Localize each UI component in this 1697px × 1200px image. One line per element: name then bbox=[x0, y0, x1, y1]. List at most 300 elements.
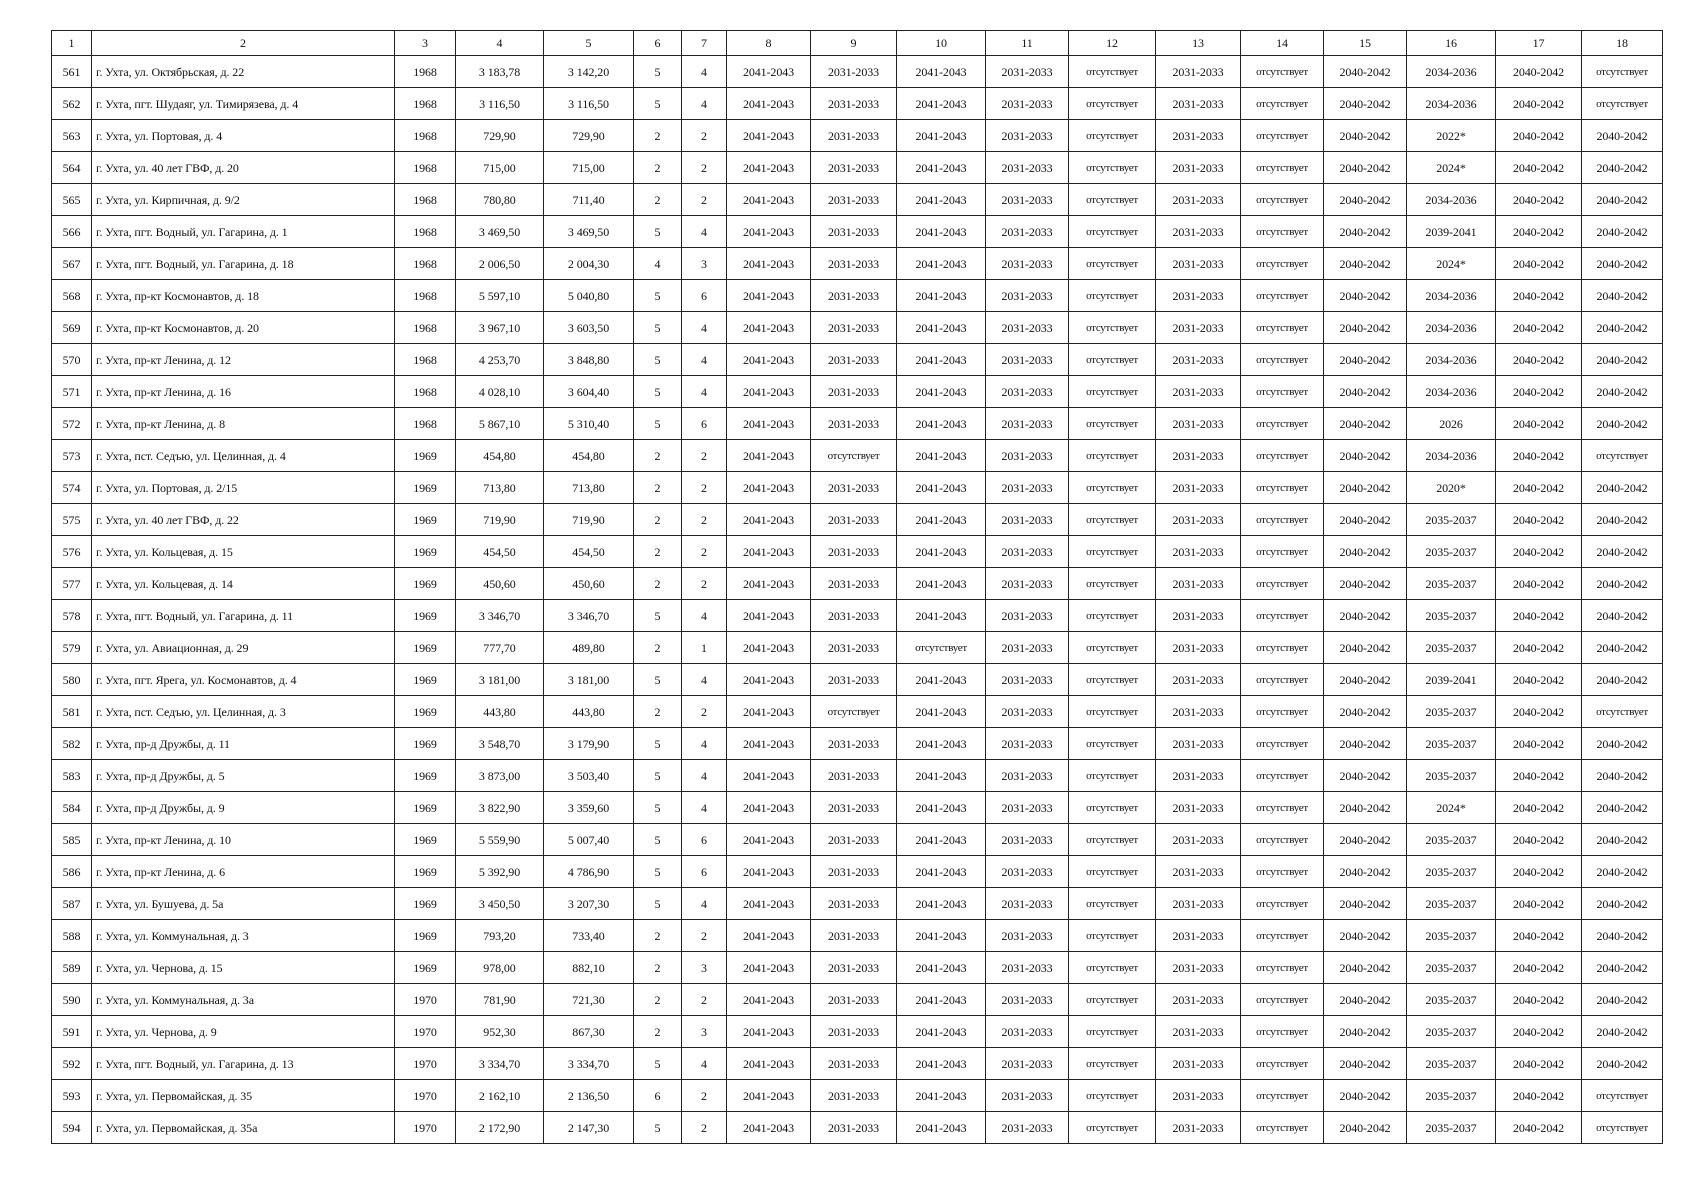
address-cell: г. Ухта, ул. Чернова, д. 9 bbox=[92, 1016, 395, 1048]
table-cell: 2031-2033 bbox=[986, 280, 1069, 312]
table-cell: отсутствует bbox=[1241, 216, 1324, 248]
table-cell: 2040-2042 bbox=[1496, 120, 1582, 152]
table-cell: 2040-2042 bbox=[1496, 824, 1582, 856]
table-cell: 1970 bbox=[395, 1016, 456, 1048]
table-cell: 1969 bbox=[395, 824, 456, 856]
table-cell: 2041-2043 bbox=[727, 568, 811, 600]
table-cell: 5 bbox=[634, 664, 682, 696]
table-cell: 443,80 bbox=[544, 696, 634, 728]
table-cell: 2031-2033 bbox=[1156, 504, 1241, 536]
table-cell: 2041-2043 bbox=[897, 152, 986, 184]
table-cell: 579 bbox=[52, 632, 92, 664]
table-cell: 2031-2033 bbox=[1156, 1080, 1241, 1112]
table-cell: отсутствует bbox=[1241, 120, 1324, 152]
table-cell: 1968 bbox=[395, 152, 456, 184]
table-cell: 2031-2033 bbox=[986, 376, 1069, 408]
table-cell: 2035-2037 bbox=[1407, 536, 1496, 568]
table-cell: 5 597,10 bbox=[456, 280, 544, 312]
table-cell: 2034-2036 bbox=[1407, 88, 1496, 120]
table-cell: 2031-2033 bbox=[811, 1112, 897, 1144]
table-cell: 2 bbox=[634, 536, 682, 568]
table-cell: 2031-2033 bbox=[811, 760, 897, 792]
table-cell: 2031-2033 bbox=[1156, 1112, 1241, 1144]
table-cell: 561 bbox=[52, 56, 92, 88]
table-cell: 2031-2033 bbox=[1156, 728, 1241, 760]
table-cell: 454,80 bbox=[456, 440, 544, 472]
table-cell: 1970 bbox=[395, 1048, 456, 1080]
table-cell: отсутствует bbox=[1069, 760, 1156, 792]
table-cell: 2031-2033 bbox=[811, 184, 897, 216]
table-cell: 2041-2043 bbox=[727, 216, 811, 248]
table-cell: 2031-2033 bbox=[1156, 472, 1241, 504]
table-cell: отсутствует bbox=[1241, 504, 1324, 536]
table-cell: отсутствует bbox=[1582, 696, 1663, 728]
table-cell: 2 bbox=[634, 184, 682, 216]
table-cell: 2031-2033 bbox=[1156, 920, 1241, 952]
table-cell: 2040-2042 bbox=[1496, 920, 1582, 952]
table-cell: 4 028,10 bbox=[456, 376, 544, 408]
table-cell: 2040-2042 bbox=[1582, 600, 1663, 632]
table-cell: 2 bbox=[634, 568, 682, 600]
table-cell: отсутствует bbox=[1241, 600, 1324, 632]
table-cell: 2040-2042 bbox=[1496, 504, 1582, 536]
table-row bbox=[52, 664, 1663, 696]
table-cell: 3 181,00 bbox=[544, 664, 634, 696]
table-cell: отсутствует bbox=[1241, 152, 1324, 184]
column-header-14: 14 bbox=[1241, 31, 1324, 56]
table-cell: отсутствует bbox=[1069, 920, 1156, 952]
address-cell: г. Ухта, ул. Кольцевая, д. 14 bbox=[92, 568, 395, 600]
table-cell: 5 040,80 bbox=[544, 280, 634, 312]
table-cell: 2031-2033 bbox=[986, 888, 1069, 920]
header-row bbox=[52, 31, 1663, 56]
table-cell: 2031-2033 bbox=[986, 88, 1069, 120]
table-cell: 2034-2036 bbox=[1407, 280, 1496, 312]
table-cell: 2 bbox=[634, 504, 682, 536]
table-cell: 565 bbox=[52, 184, 92, 216]
table-row bbox=[52, 344, 1663, 376]
table-cell: 5 bbox=[634, 760, 682, 792]
table-cell: 2031-2033 bbox=[811, 120, 897, 152]
table-cell: 1968 bbox=[395, 88, 456, 120]
table-cell: 2041-2043 bbox=[897, 760, 986, 792]
table-cell: 2031-2033 bbox=[1156, 760, 1241, 792]
table-row bbox=[52, 760, 1663, 792]
table-cell: 2040-2042 bbox=[1496, 600, 1582, 632]
table-row bbox=[52, 728, 1663, 760]
table-cell: 454,80 bbox=[544, 440, 634, 472]
table-cell: 2041-2043 bbox=[727, 696, 811, 728]
address-cell: г. Ухта, пр-кт Космонавтов, д. 18 bbox=[92, 280, 395, 312]
column-header-9: 9 bbox=[811, 31, 897, 56]
table-cell: 2041-2043 bbox=[727, 152, 811, 184]
table-cell: 2040-2042 bbox=[1324, 856, 1407, 888]
table-cell: 2040-2042 bbox=[1582, 1048, 1663, 1080]
column-header-16: 16 bbox=[1407, 31, 1496, 56]
address-cell: г. Ухта, пгт. Ярега, ул. Космонавтов, д. 4 bbox=[92, 664, 395, 696]
table-cell: 582 bbox=[52, 728, 92, 760]
column-header-5: 5 bbox=[544, 31, 634, 56]
table-cell: 450,60 bbox=[544, 568, 634, 600]
table-row bbox=[52, 888, 1663, 920]
table-cell: отсутствует bbox=[1069, 88, 1156, 120]
table-cell: 2041-2043 bbox=[727, 184, 811, 216]
table-cell: 2040-2042 bbox=[1324, 1016, 1407, 1048]
table-cell: 4 bbox=[682, 88, 727, 120]
table-cell: отсутствует bbox=[1241, 568, 1324, 600]
table-cell: 721,30 bbox=[544, 984, 634, 1016]
table-cell: 2031-2033 bbox=[811, 1080, 897, 1112]
table-cell: отсутствует bbox=[1582, 1112, 1663, 1144]
table-cell: отсутствует bbox=[1069, 184, 1156, 216]
table-row bbox=[52, 568, 1663, 600]
table-cell: отсутствует bbox=[1069, 504, 1156, 536]
address-cell: г. Ухта, ул. Октябрьская, д. 22 bbox=[92, 56, 395, 88]
table-cell: 5 bbox=[634, 888, 682, 920]
table-cell: 2040-2042 bbox=[1582, 280, 1663, 312]
table-cell: 2041-2043 bbox=[897, 216, 986, 248]
table-cell: 2040-2042 bbox=[1582, 856, 1663, 888]
table-cell: 2031-2033 bbox=[986, 792, 1069, 824]
table-row bbox=[52, 632, 1663, 664]
table-cell: 2041-2043 bbox=[727, 504, 811, 536]
table-cell: отсутствует bbox=[1069, 696, 1156, 728]
table-cell: 2 bbox=[634, 1016, 682, 1048]
table-cell: 2031-2033 bbox=[811, 408, 897, 440]
table-cell: 2040-2042 bbox=[1324, 408, 1407, 440]
table-cell: 1969 bbox=[395, 856, 456, 888]
table-cell: 2 162,10 bbox=[456, 1080, 544, 1112]
table-cell: 2040-2042 bbox=[1582, 504, 1663, 536]
table-cell: 2031-2033 bbox=[811, 952, 897, 984]
table-row bbox=[52, 536, 1663, 568]
table-cell: отсутствует bbox=[811, 696, 897, 728]
table-cell: 2031-2033 bbox=[811, 344, 897, 376]
table-row bbox=[52, 920, 1663, 952]
table-cell: 1968 bbox=[395, 216, 456, 248]
table-cell: 2040-2042 bbox=[1324, 216, 1407, 248]
table-cell: 2031-2033 bbox=[1156, 952, 1241, 984]
table-cell: 2031-2033 bbox=[986, 408, 1069, 440]
table-cell: 574 bbox=[52, 472, 92, 504]
table-cell: 2031-2033 bbox=[811, 536, 897, 568]
table-cell: 4 bbox=[682, 312, 727, 344]
table-cell: 594 bbox=[52, 1112, 92, 1144]
table-cell: 587 bbox=[52, 888, 92, 920]
table-cell: отсутствует bbox=[1069, 440, 1156, 472]
table-cell: 2041-2043 bbox=[727, 920, 811, 952]
table-cell: 1969 bbox=[395, 760, 456, 792]
table-cell: 3 207,30 bbox=[544, 888, 634, 920]
table-cell: 2040-2042 bbox=[1324, 760, 1407, 792]
table-cell: 2031-2033 bbox=[811, 1016, 897, 1048]
table-cell: 2041-2043 bbox=[897, 888, 986, 920]
table-cell: 952,30 bbox=[456, 1016, 544, 1048]
table-cell: 2041-2043 bbox=[897, 952, 986, 984]
table-cell: 2040-2042 bbox=[1496, 88, 1582, 120]
table-cell: 2031-2033 bbox=[811, 920, 897, 952]
table-cell: 2031-2033 bbox=[1156, 632, 1241, 664]
table-cell: отсутствует bbox=[1069, 280, 1156, 312]
table-cell: 2035-2037 bbox=[1407, 1048, 1496, 1080]
table-cell: 2040-2042 bbox=[1496, 408, 1582, 440]
column-header-12: 12 bbox=[1069, 31, 1156, 56]
table-cell: отсутствует bbox=[1069, 664, 1156, 696]
table-cell: 4 bbox=[682, 56, 727, 88]
table-cell: отсутствует bbox=[1069, 1048, 1156, 1080]
table-cell: 6 bbox=[682, 856, 727, 888]
table-cell: 1969 bbox=[395, 440, 456, 472]
column-header-3: 3 bbox=[395, 31, 456, 56]
column-header-10: 10 bbox=[897, 31, 986, 56]
table-cell: 2041-2043 bbox=[727, 728, 811, 760]
table-cell: отсутствует bbox=[1241, 888, 1324, 920]
table-cell: 715,00 bbox=[544, 152, 634, 184]
address-cell: г. Ухта, ул. Коммунальная, д. 3а bbox=[92, 984, 395, 1016]
table-cell: 1968 bbox=[395, 376, 456, 408]
table-cell: 2031-2033 bbox=[1156, 440, 1241, 472]
table-cell: 2041-2043 bbox=[897, 408, 986, 440]
table-cell: 2040-2042 bbox=[1582, 984, 1663, 1016]
table-cell: 5 bbox=[634, 600, 682, 632]
table-cell: 489,80 bbox=[544, 632, 634, 664]
table-cell: 2040-2042 bbox=[1324, 376, 1407, 408]
table-cell: 2040-2042 bbox=[1324, 472, 1407, 504]
table-cell: 571 bbox=[52, 376, 92, 408]
address-cell: г. Ухта, пр-кт Ленина, д. 16 bbox=[92, 376, 395, 408]
column-header-11: 11 bbox=[986, 31, 1069, 56]
table-cell: отсутствует bbox=[1069, 1080, 1156, 1112]
table-cell: 5 bbox=[634, 376, 682, 408]
table-cell: 2040-2042 bbox=[1582, 824, 1663, 856]
address-cell: г. Ухта, пст. Седъю, ул. Целинная, д. 4 bbox=[92, 440, 395, 472]
table-cell: 3 469,50 bbox=[544, 216, 634, 248]
table-row bbox=[52, 312, 1663, 344]
table-cell: 2031-2033 bbox=[986, 728, 1069, 760]
table-cell: 2040-2042 bbox=[1324, 888, 1407, 920]
table-cell: 2035-2037 bbox=[1407, 952, 1496, 984]
table-cell: 2041-2043 bbox=[727, 1080, 811, 1112]
table-cell: 6 bbox=[682, 824, 727, 856]
table-cell: отсутствует bbox=[1241, 696, 1324, 728]
table-cell: 5 392,90 bbox=[456, 856, 544, 888]
table-cell: 2034-2036 bbox=[1407, 312, 1496, 344]
table-cell: отсутствует bbox=[1069, 568, 1156, 600]
table-cell: 1968 bbox=[395, 120, 456, 152]
table-cell: 1968 bbox=[395, 56, 456, 88]
table-cell: 777,70 bbox=[456, 632, 544, 664]
table-cell: 2041-2043 bbox=[897, 56, 986, 88]
table-cell: 2031-2033 bbox=[811, 792, 897, 824]
table-cell: 4 bbox=[682, 728, 727, 760]
table-cell: 2026 bbox=[1407, 408, 1496, 440]
table-cell: 2 bbox=[682, 152, 727, 184]
table-cell: 2 bbox=[634, 440, 682, 472]
table-row bbox=[52, 88, 1663, 120]
table-cell: 2 147,30 bbox=[544, 1112, 634, 1144]
table-cell: 867,30 bbox=[544, 1016, 634, 1048]
table-cell: 3 bbox=[682, 248, 727, 280]
table-cell: отсутствует bbox=[1069, 472, 1156, 504]
table-cell: 2040-2042 bbox=[1496, 728, 1582, 760]
table-cell: 2 bbox=[634, 696, 682, 728]
table-row bbox=[52, 56, 1663, 88]
table-cell: 2031-2033 bbox=[811, 216, 897, 248]
table-cell: 2031-2033 bbox=[811, 1048, 897, 1080]
table-cell: 2040-2042 bbox=[1324, 984, 1407, 1016]
table-cell: 2040-2042 bbox=[1582, 248, 1663, 280]
table-cell: 584 bbox=[52, 792, 92, 824]
table-cell: отсутствует bbox=[1069, 632, 1156, 664]
table-cell: 1969 bbox=[395, 472, 456, 504]
table-cell: 2 bbox=[682, 504, 727, 536]
table-cell: 2034-2036 bbox=[1407, 376, 1496, 408]
table-cell: 2031-2033 bbox=[986, 312, 1069, 344]
address-cell: г. Ухта, ул. Бушуева, д. 5а bbox=[92, 888, 395, 920]
table-cell: 2 bbox=[682, 440, 727, 472]
table-cell: 2031-2033 bbox=[1156, 600, 1241, 632]
table-cell: 568 bbox=[52, 280, 92, 312]
table-cell: 2040-2042 bbox=[1496, 1016, 1582, 1048]
table-cell: 2039-2041 bbox=[1407, 664, 1496, 696]
table-cell: 2040-2042 bbox=[1324, 440, 1407, 472]
table-cell: 2041-2043 bbox=[727, 856, 811, 888]
table-cell: 1969 bbox=[395, 536, 456, 568]
table-cell: отсутствует bbox=[1069, 120, 1156, 152]
table-cell: 2035-2037 bbox=[1407, 1016, 1496, 1048]
table-cell: 2040-2042 bbox=[1324, 1112, 1407, 1144]
table-cell: 2040-2042 bbox=[1582, 664, 1663, 696]
table-row bbox=[52, 1016, 1663, 1048]
table-cell: 1969 bbox=[395, 600, 456, 632]
table-cell: 2 bbox=[682, 120, 727, 152]
table-cell: 2031-2033 bbox=[986, 120, 1069, 152]
table-cell: 2031-2033 bbox=[1156, 88, 1241, 120]
table-cell: 2031-2033 bbox=[811, 888, 897, 920]
table-cell: 2040-2042 bbox=[1582, 152, 1663, 184]
table-cell: 2031-2033 bbox=[986, 56, 1069, 88]
table-cell: 1970 bbox=[395, 984, 456, 1016]
table-cell: 583 bbox=[52, 760, 92, 792]
table-cell: отсутствует bbox=[1582, 56, 1663, 88]
table-cell: 2040-2042 bbox=[1496, 152, 1582, 184]
table-cell: 2041-2043 bbox=[897, 536, 986, 568]
address-cell: г. Ухта, пр-д Дружбы, д. 11 bbox=[92, 728, 395, 760]
table-cell: 2035-2037 bbox=[1407, 1080, 1496, 1112]
table-cell: 4 bbox=[682, 760, 727, 792]
table-cell: 2040-2042 bbox=[1496, 344, 1582, 376]
table-cell: 2034-2036 bbox=[1407, 56, 1496, 88]
table-cell: 2041-2043 bbox=[727, 952, 811, 984]
table-cell: 4 bbox=[682, 344, 727, 376]
table-cell: 5 bbox=[634, 1048, 682, 1080]
table-cell: отсутствует bbox=[1241, 1048, 1324, 1080]
address-cell: г. Ухта, ул. Коммунальная, д. 3 bbox=[92, 920, 395, 952]
table-cell: 2031-2033 bbox=[1156, 56, 1241, 88]
table-cell: 2041-2043 bbox=[727, 280, 811, 312]
table-cell: 2040-2042 bbox=[1496, 856, 1582, 888]
table-cell: 2031-2033 bbox=[811, 88, 897, 120]
table-cell: отсутствует bbox=[1241, 248, 1324, 280]
table-cell: отсутствует bbox=[1069, 984, 1156, 1016]
table-cell: отсутствует bbox=[1241, 440, 1324, 472]
table-cell: 2040-2042 bbox=[1582, 792, 1663, 824]
table-cell: отсутствует bbox=[1582, 440, 1663, 472]
table-row bbox=[52, 408, 1663, 440]
table-cell: 2031-2033 bbox=[1156, 184, 1241, 216]
table-cell: 2031-2033 bbox=[811, 984, 897, 1016]
table-cell: 2031-2033 bbox=[811, 600, 897, 632]
table-row bbox=[52, 472, 1663, 504]
table-cell: отсутствует bbox=[1582, 1080, 1663, 1112]
table-cell: 1969 bbox=[395, 504, 456, 536]
table-cell: 2040-2042 bbox=[1582, 312, 1663, 344]
table-cell: 2031-2033 bbox=[986, 568, 1069, 600]
column-header-4: 4 bbox=[456, 31, 544, 56]
table-cell: 2040-2042 bbox=[1496, 248, 1582, 280]
column-header-7: 7 bbox=[682, 31, 727, 56]
table-cell: 2040-2042 bbox=[1324, 536, 1407, 568]
table-cell: 2035-2037 bbox=[1407, 728, 1496, 760]
table-cell: 2040-2042 bbox=[1324, 248, 1407, 280]
table-cell: 2031-2033 bbox=[1156, 696, 1241, 728]
address-cell: г. Ухта, ул. Портовая, д. 2/15 bbox=[92, 472, 395, 504]
table-cell: 2024* bbox=[1407, 792, 1496, 824]
table-cell: 713,80 bbox=[544, 472, 634, 504]
table-cell: 2041-2043 bbox=[727, 472, 811, 504]
table-cell: 2041-2043 bbox=[897, 1080, 986, 1112]
table-cell: 5 007,40 bbox=[544, 824, 634, 856]
table-cell: 2035-2037 bbox=[1407, 696, 1496, 728]
table-row bbox=[52, 600, 1663, 632]
table-cell: 978,00 bbox=[456, 952, 544, 984]
table-cell: 2031-2033 bbox=[986, 344, 1069, 376]
table-cell: 2040-2042 bbox=[1582, 408, 1663, 440]
table-cell: 2031-2033 bbox=[811, 248, 897, 280]
table-cell: 2031-2033 bbox=[811, 280, 897, 312]
table-cell: отсутствует bbox=[1241, 472, 1324, 504]
table-cell: 4 bbox=[634, 248, 682, 280]
table-cell: 2040-2042 bbox=[1582, 184, 1663, 216]
table-cell: 2031-2033 bbox=[986, 1112, 1069, 1144]
table-cell: 2031-2033 bbox=[986, 952, 1069, 984]
table-cell: отсутствует bbox=[1069, 216, 1156, 248]
address-cell: г. Ухта, пр-д Дружбы, д. 9 bbox=[92, 792, 395, 824]
table-cell: 6 bbox=[682, 280, 727, 312]
column-header-1: 1 bbox=[52, 31, 92, 56]
table-cell: отсутствует bbox=[1069, 600, 1156, 632]
table-cell: 3 181,00 bbox=[456, 664, 544, 696]
table-cell: 2031-2033 bbox=[1156, 408, 1241, 440]
table-cell: 2041-2043 bbox=[727, 1048, 811, 1080]
table-cell: 2 004,30 bbox=[544, 248, 634, 280]
table-cell: 2040-2042 bbox=[1496, 536, 1582, 568]
table-cell: 2041-2043 bbox=[727, 760, 811, 792]
table-cell: 570 bbox=[52, 344, 92, 376]
table-cell: отсутствует bbox=[1069, 344, 1156, 376]
table-cell: 2 bbox=[682, 568, 727, 600]
table-cell: 3 548,70 bbox=[456, 728, 544, 760]
table-cell: 2031-2033 bbox=[986, 184, 1069, 216]
table-cell: 2041-2043 bbox=[727, 664, 811, 696]
table-cell: 3 346,70 bbox=[544, 600, 634, 632]
table-cell: 2 136,50 bbox=[544, 1080, 634, 1112]
table-cell: отсутствует bbox=[1241, 824, 1324, 856]
table-cell: 2035-2037 bbox=[1407, 824, 1496, 856]
address-cell: г. Ухта, пр-кт Ленина, д. 6 bbox=[92, 856, 395, 888]
table-cell: 2040-2042 bbox=[1496, 472, 1582, 504]
table-cell: 1968 bbox=[395, 312, 456, 344]
